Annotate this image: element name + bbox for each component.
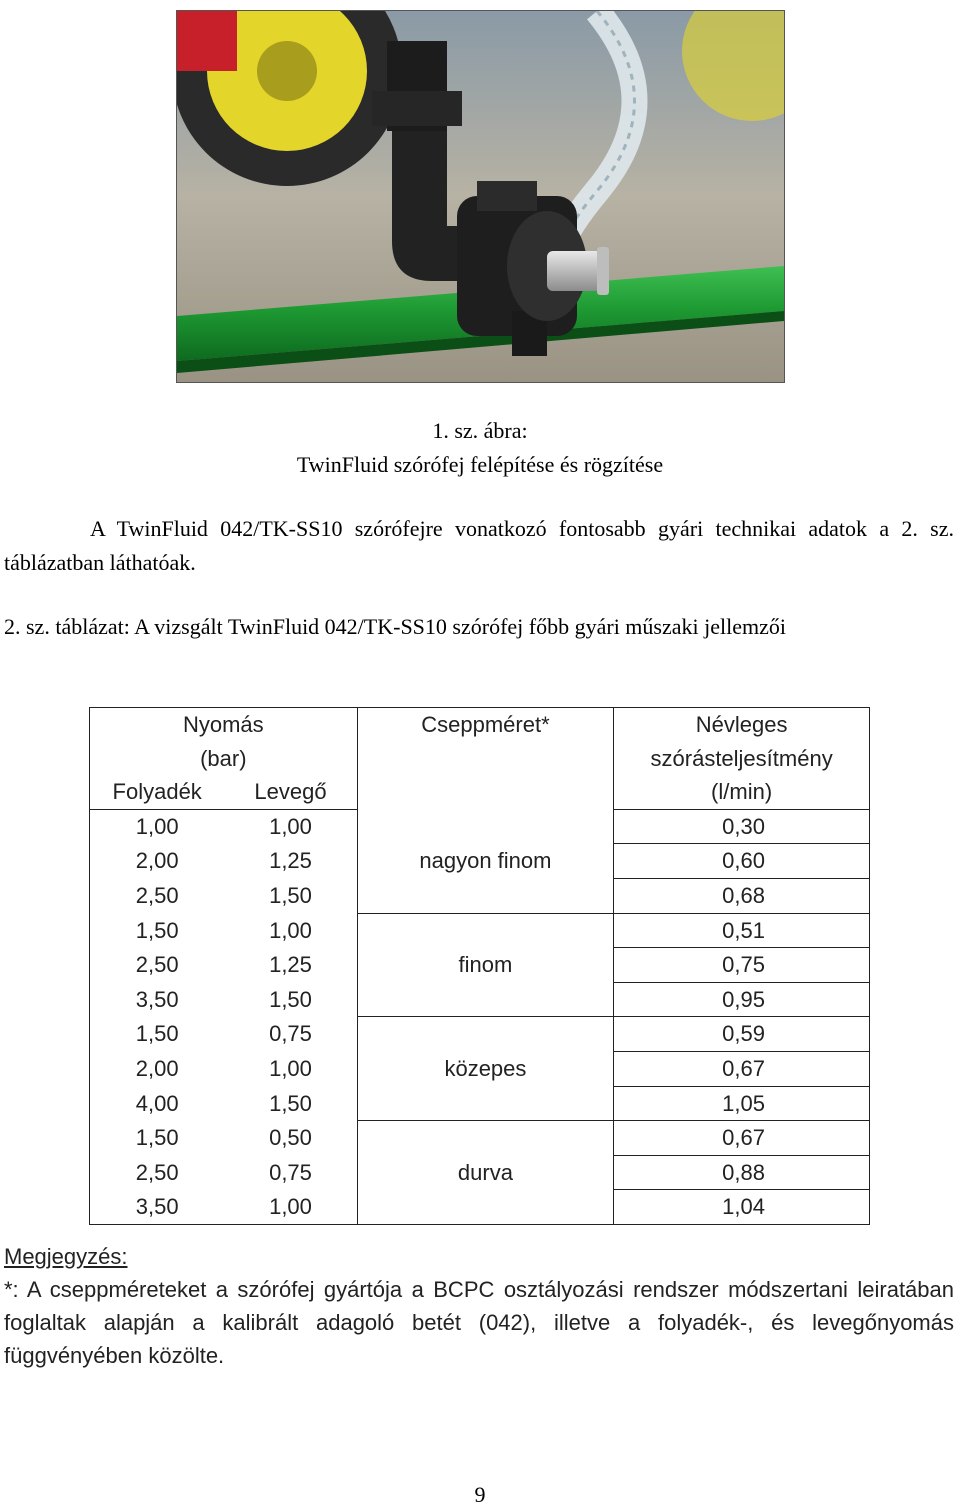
- cell-droplet-size: durva: [357, 1121, 614, 1225]
- figure-caption-number: 1. sz. ábra:: [432, 418, 528, 443]
- cell-liquid-pressure: 2,00: [90, 1051, 225, 1086]
- cell-air-pressure: 1,00: [224, 809, 357, 844]
- spec-table: [89, 707, 870, 1225]
- cell-liquid-pressure: 2,50: [90, 878, 225, 913]
- cell-spray-rate: 0,30: [614, 809, 870, 844]
- cell-spray-rate: 0,68: [614, 878, 870, 913]
- header-rate-line2: szórásteljesítmény: [614, 742, 870, 776]
- cell-spray-rate: 0,67: [614, 1121, 870, 1156]
- header-rate-line3: (l/min): [614, 775, 870, 809]
- cell-liquid-pressure: 2,50: [90, 1155, 225, 1190]
- cell-liquid-pressure: 2,00: [90, 844, 225, 879]
- cell-droplet-size: nagyon finom: [357, 809, 614, 913]
- note-text: *: A cseppméreteket a szórófej gyártója a BCPC osztályozási rendszer módszertani leiratában foglaltak alapján a kalibrált adagoló betét (042), illetve a folyadék-, és levegőnyomás függvényében közölte.: [4, 1277, 954, 1368]
- cell-air-pressure: 0,50: [224, 1121, 357, 1156]
- cell-liquid-pressure: 1,50: [90, 1121, 225, 1156]
- header-pressure-unit: (bar): [90, 742, 358, 776]
- header-droplet: Cseppméret*: [357, 708, 614, 810]
- cell-droplet-size: finom: [357, 913, 614, 1017]
- cell-liquid-pressure: 1,50: [90, 913, 225, 948]
- note-title: [4, 1240, 954, 1273]
- cell-spray-rate: 0,51: [614, 913, 870, 948]
- cell-air-pressure: 1,25: [224, 948, 357, 983]
- table-title: 2. sz. táblázat: A vizsgált TwinFluid 042/TK-SS10 szórófej főbb gyári műszaki jellemzői: [4, 614, 786, 639]
- cell-spray-rate: 0,60: [614, 844, 870, 879]
- cell-spray-rate: 1,04: [614, 1190, 870, 1225]
- cell-spray-rate: 0,67: [614, 1051, 870, 1086]
- table-row: [90, 1121, 870, 1156]
- cell-liquid-pressure: 3,50: [90, 1190, 225, 1225]
- header-liquid: Folyadék: [90, 775, 225, 809]
- cell-air-pressure: 1,50: [224, 1086, 357, 1121]
- cell-air-pressure: 1,00: [224, 1190, 357, 1225]
- cell-spray-rate: 1,05: [614, 1086, 870, 1121]
- cell-air-pressure: 1,50: [224, 982, 357, 1017]
- table-row: [90, 809, 870, 844]
- cell-spray-rate: 0,95: [614, 982, 870, 1017]
- cell-air-pressure: 1,25: [224, 844, 357, 879]
- cell-liquid-pressure: 2,50: [90, 948, 225, 983]
- cell-liquid-pressure: 3,50: [90, 982, 225, 1017]
- cell-liquid-pressure: 4,00: [90, 1086, 225, 1121]
- header-rate-line1: Névleges: [614, 708, 870, 742]
- cell-liquid-pressure: 1,00: [90, 809, 225, 844]
- cell-air-pressure: 0,75: [224, 1017, 357, 1052]
- figure-caption-title: TwinFluid szórófej felépítése és rögzítése: [296, 452, 664, 477]
- cell-air-pressure: 1,00: [224, 1051, 357, 1086]
- cell-liquid-pressure: 1,50: [90, 1017, 225, 1052]
- nozzle-photo: [176, 10, 785, 383]
- table-row: [90, 913, 870, 948]
- table-row: [90, 1017, 870, 1052]
- cell-spray-rate: 0,59: [614, 1017, 870, 1052]
- cell-air-pressure: 1,00: [224, 913, 357, 948]
- cell-air-pressure: 1,50: [224, 878, 357, 913]
- cell-spray-rate: 0,75: [614, 948, 870, 983]
- cell-droplet-size: közepes: [357, 1017, 614, 1121]
- header-row-1: [90, 708, 870, 742]
- nozzle-photo-drawing: [177, 11, 784, 382]
- intro-paragraph: A TwinFluid 042/TK-SS10 szórófejre vonatkozó fontosabb gyári technikai adatok a 2. sz. táblázatban láthatóak.: [4, 516, 954, 575]
- note-heading: Megjegyzés:: [4, 1244, 128, 1269]
- header-pressure: Nyomás: [90, 708, 358, 742]
- header-air: Levegő: [224, 775, 357, 809]
- page-number: 9: [474, 1482, 486, 1507]
- cell-spray-rate: 0,88: [614, 1155, 870, 1190]
- cell-air-pressure: 0,75: [224, 1155, 357, 1190]
